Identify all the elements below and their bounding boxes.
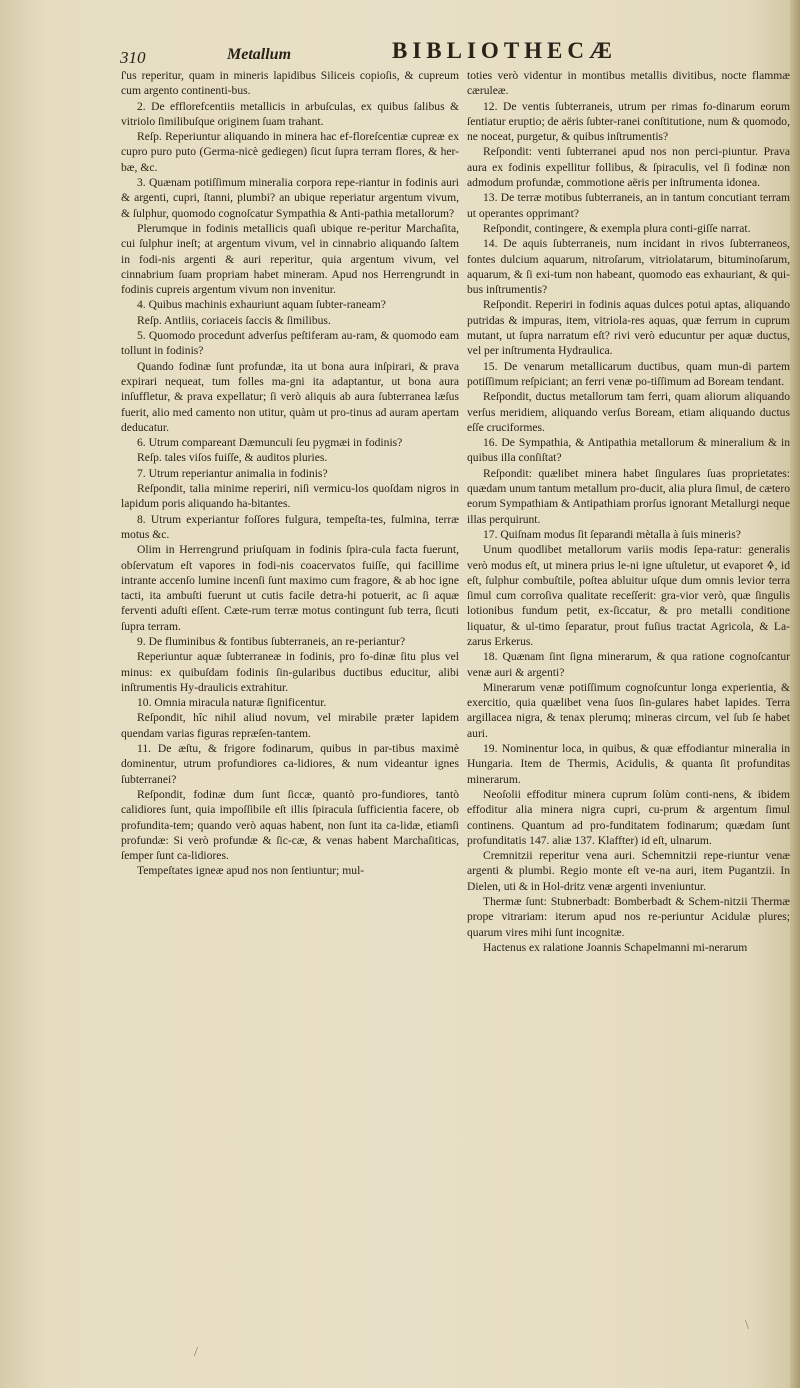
continued-paragraph: toties verò videntur in montibus metallis divitibus, nocte flammæ cæruleæ. [467, 69, 790, 98]
answer-paragraph: Reſpondit, ductus metallorum tam ferri, quam aliorum aliquando verſus meridiem, aliquando verſus Boream, etiam aliquando ductus eſſe cruciformes. [467, 390, 790, 434]
answer-paragraph: Plerumque in fodinis metallicis quaſi ubique re-peritur Marchaſita, cui ſulphur ineſt; at argentum vivum, vel in cinnabrio aliquando ſaltem in fodi-nis argenti & auri reperitur, quia argentum vivum, vel cinnabrium ſuam propriam habet mineram. Apud nos Herrengrundt in fodinis cupreis argentum vivum non invenitur. [121, 221, 459, 297]
page-number: 310 [120, 48, 146, 67]
answer-paragraph: Quando fodinæ ſunt profundæ, ita ut bona aura inſpirari, & prava expirari nequeat, tum folles ma-gni ita adaptantur, ut bona aura inſuffletur, & prava expellatur; ſi verò aliquis ab aura ſubterranea læſus fuerit, alio med camento non utitur, quàm ut pro-tinus ad auram apertam deducatur. [121, 359, 459, 434]
left-column [121, 68, 459, 879]
question-paragraph: 5. Quomodo procedunt adverſus peſtiferam au-ram, & quomodo eam tollunt in fodinis? [121, 329, 459, 358]
answer-paragraph: Unum quodlibet metallorum variis modis ſepa-ratur: generalis verò modus eſt, ut minera prius le-ni igne uſtuletur, ut evaporet 🜍, id eſt, ſulphur combuſtile, poſtea abluitur uſque dum omnis levior terra ſimul cum corroſiva qualitate receſſerit: gra-vior verò, quæ ſingulis lotionibus fundum petit, ex-ſiccatur, & pro metalli conditione liquatur, & ul-timo ſeparatur, prout fuſius tractat Agricola, & La-zarus Erkerus. [467, 543, 790, 648]
question-paragraph: 8. Utrum experiantur foſſores fulgura, tempeſta-tes, fulmina, terræ motus &c. [121, 512, 459, 541]
question-paragraph: 3. Quænam potiſſimum mineralia corpora repe-riantur in fodinis auri & argenti, cupri, ſtanni, plumbi? an ubique reperiatur argentum vivum, & ſulphur, quomodo cognoſcatur Sympathia & Anti-pathia metallorum? [121, 176, 459, 220]
answer-paragraph: Reſpondit, hîc nihil aliud novum, vel mirabile præter lapidem quendam varias figuras repræſen-tantem. [121, 711, 459, 740]
question-paragraph: 11. De æſtu, & frigore fodinarum, quibus in par-tibus maximè dominentur, utrum profundiores ca-lidiores, & num videantur ignes ſubterranei? [121, 742, 459, 786]
question-paragraph: 17. Quiſnam modus ſit ſeparandi mètalla à ſuis mineris? [483, 527, 741, 541]
question-paragraph: 7. Utrum reperiantur animalia in fodinis? [137, 466, 328, 480]
answer-paragraph: Reſpondit. Reperiri in fodinis aquas dulces potui aptas, aliquando putridas & impuras, item, vitriola-res aquas, quæ ferrum in cuprum mutant, ut ſupra narratum eſt? rivi verò educuntur per aquæ ductus, vel per inſtrumenta Hydraulica. [467, 298, 790, 358]
question-paragraph: 15. De venarum metallicarum ductibus, quam mun-di partem potiſſimum reſpiciant; an ferri venæ po-tiſſimum ad Boream tendant. [467, 359, 790, 388]
right-column [467, 68, 790, 955]
page-title: BIBLIOTHECÆ [392, 38, 617, 63]
answer-paragraph: Tempeſtates igneæ apud nos non ſentiuntur; mul- [137, 864, 365, 878]
question-paragraph: 13. De terræ motibus ſubterraneis, an in tantum concutiant terram ut operantes opprimant? [467, 191, 790, 220]
answer-paragraph: Neoſolii effoditur minera cuprum ſolùm conti-nens, & ibidem effoditur alia minera nigra cupri, cu-prum & argentum ſimul continens. Quantum ad pro-funditatem fodinarum; quædam ſunt profunditatis 147. aliæ 137. Klaffter) id eſt, ulnarum. [467, 787, 790, 847]
answer-paragraph: Reſp. Antliis, coriaceis ſaccis & ſimilibus. [137, 313, 331, 327]
answer-paragraph: Reſpondit: quælibet minera habet ſingulares ſuas proprietates: quædam unum tantum metallum pro-ducit, alia plura ſimul, de cætero eorum Sympathiam & Antipathiam prorſus ignorant Metallurgi neque illas perquirunt. [467, 466, 790, 526]
question-paragraph: 14. De aquis ſubterraneis, num incidant in rivos ſubterraneos, fontes dulcium aquarum, nitroſarum, vitriolatarum, bituminoſarum, aquarum, & ſi exi-tum non habeant, quomodo eas exhauriant, & qui-bus inſtrumentis? [467, 237, 790, 297]
answer-paragraph: Reſpondit, talia minime reperiri, niſi vermicu-los quoſdam nigros in lapidum poris aliquando ha-bitantes. [121, 482, 459, 511]
answer-paragraph: Thermæ ſunt: Stubnerbadt: Bomberbadt & Schem-nitzii Thermæ prope vitrariam: iterum apud nos re-periuntur Acidulæ plures; quarum vires mihi ſunt incognitæ. [467, 895, 790, 939]
answer-paragraph: Hactenus ex ralatione Joannis Schapelmanni mi-nerarum [483, 940, 748, 954]
answer-paragraph: Reſp. Reperiuntur aliquando in minera hac ef-floreſcentiæ cupreæ ex cupro puro puto (Germa-nicè gediegen) ſicut ſupra terram flores, & her-bæ, &c. [121, 130, 459, 174]
answer-paragraph: Olim in Herrengrund priuſquam in fodinis ſpira-cula facta fuerunt, obſervatum eſt vapores in fodi-nis coacervatos fuiſſe, qui facillime intrante accenſo lumine incenſi ſunt maximo cum fragore, & ab hoc igne tacti, ita ambuſti fuerunt ut cutis facile detra-hi potuerit, ac ſi aquæ ferventi aduſti eſſent. Cæte-rum terræ motus contingunt ſub terra, ſicuti ſupra terram. [121, 543, 459, 633]
question-paragraph: 12. De ventis ſubterraneis, utrum per rimas fo-dinarum eorum ſentiatur eruptio; de aëris ſubter-ranei conſtitutione, num & quomodo, ne noceat, purgetur, & quibus inſtrumentis? [467, 99, 790, 144]
question-paragraph: 4. Quibus machinis exhauriunt aquam ſubter-raneam? [137, 298, 386, 312]
page-edge [790, 0, 800, 1388]
question-paragraph: 2. De efflorefcentiis metallicis in arbuſculas, ex quibus ſalibus & vitriolo ſimilibuſque originem ſuam trahant. [121, 99, 459, 128]
answer-paragraph: Reſpondit, contingere, & exempla plura conti-giſſe narrat. [483, 221, 751, 235]
answer-paragraph: Cremnitzii reperitur vena auri. Schemnitzii repe-riuntur venæ argenti & plumbi. Regio monte eſt ve-na auri, item Pugantzii. In Dielen, uti & in Hol-dritz venæ argenti inveniuntur. [467, 849, 790, 893]
question-paragraph: 9. De fluminibus & fontibus ſubterraneis, an re-periantur? [137, 634, 406, 648]
answer-paragraph: Reſpondit, fodinæ dum ſunt ſiccæ, quantò pro-fundiores, tantò calidiores ſunt, quia impoſſibile eſt illis ſpiracula ſufficientia facere, ob profundita-tem; quando verò aquas habent, non ſunt ita ca-lidæ, etiamſi profundæ: Si verò profundæ & ſic-cæ, & venas habent Marchaſiticas, ſemper ſunt ca-lidiores. [121, 787, 459, 863]
answer-paragraph: Reſpondit: venti ſubterranei apud nos non perci-piuntur. Prava aura ex fodinis expellitur follibus, & ſpiraculis, vel ſi fodinæ non admodum profundæ, commotione aëris per inſtrumenta idonea. [467, 145, 790, 190]
answer-paragraph: Reperiuntur aquæ ſubterraneæ in fodinis, pro fo-dinæ ſitu plus vel minus: ex quibuſdam fodinis ſin-gularibus ductibus educitur, alibi inſtrumentis Hy-draulicis extrahitur. [121, 650, 459, 694]
answer-paragraph: Minerarum venæ potiſſimum cognoſcuntur longa experientia, & exercitio, quia quælibet vena ſuos ſin-gulares habet lapides. Terra argillacea nigra, & tenax plerumq; mineras circum, vel ſub ſe habet auri. [467, 680, 790, 740]
question-paragraph: 18. Quænam ſint ſigna minerarum, & qua ratione cognoſcantur venæ auri & argenti? [467, 650, 790, 679]
running-head: Metallum [227, 46, 292, 63]
continued-paragraph: ſ'us reperitur, quam in mineris lapidibus Siliceis copioſis, & cupreum cum argento continenti-bus. [121, 69, 459, 98]
ink-stroke: / [194, 1345, 198, 1360]
question-paragraph: 16. De Sympathia, & Antipathia metallorum & mineralium & in quibus illa conſiſtat? [467, 436, 790, 465]
ink-stroke: \ [745, 1318, 749, 1333]
answer-paragraph: Reſp. tales viſos fuiſſe, & auditos pluries. [137, 451, 328, 465]
question-paragraph: 19. Nominentur loca, in quibus, & quæ effodiantur mineralia in Hungaria. Item de Thermis, Acidulis, & quanta ſit profunditas minerarum. [467, 742, 790, 786]
question-paragraph: 6. Utrum compareant Dæmunculi ſeu pygmæi in fodinis? [137, 436, 403, 450]
question-paragraph: 10. Omnia miracula naturæ ſignificentur. [137, 696, 327, 710]
